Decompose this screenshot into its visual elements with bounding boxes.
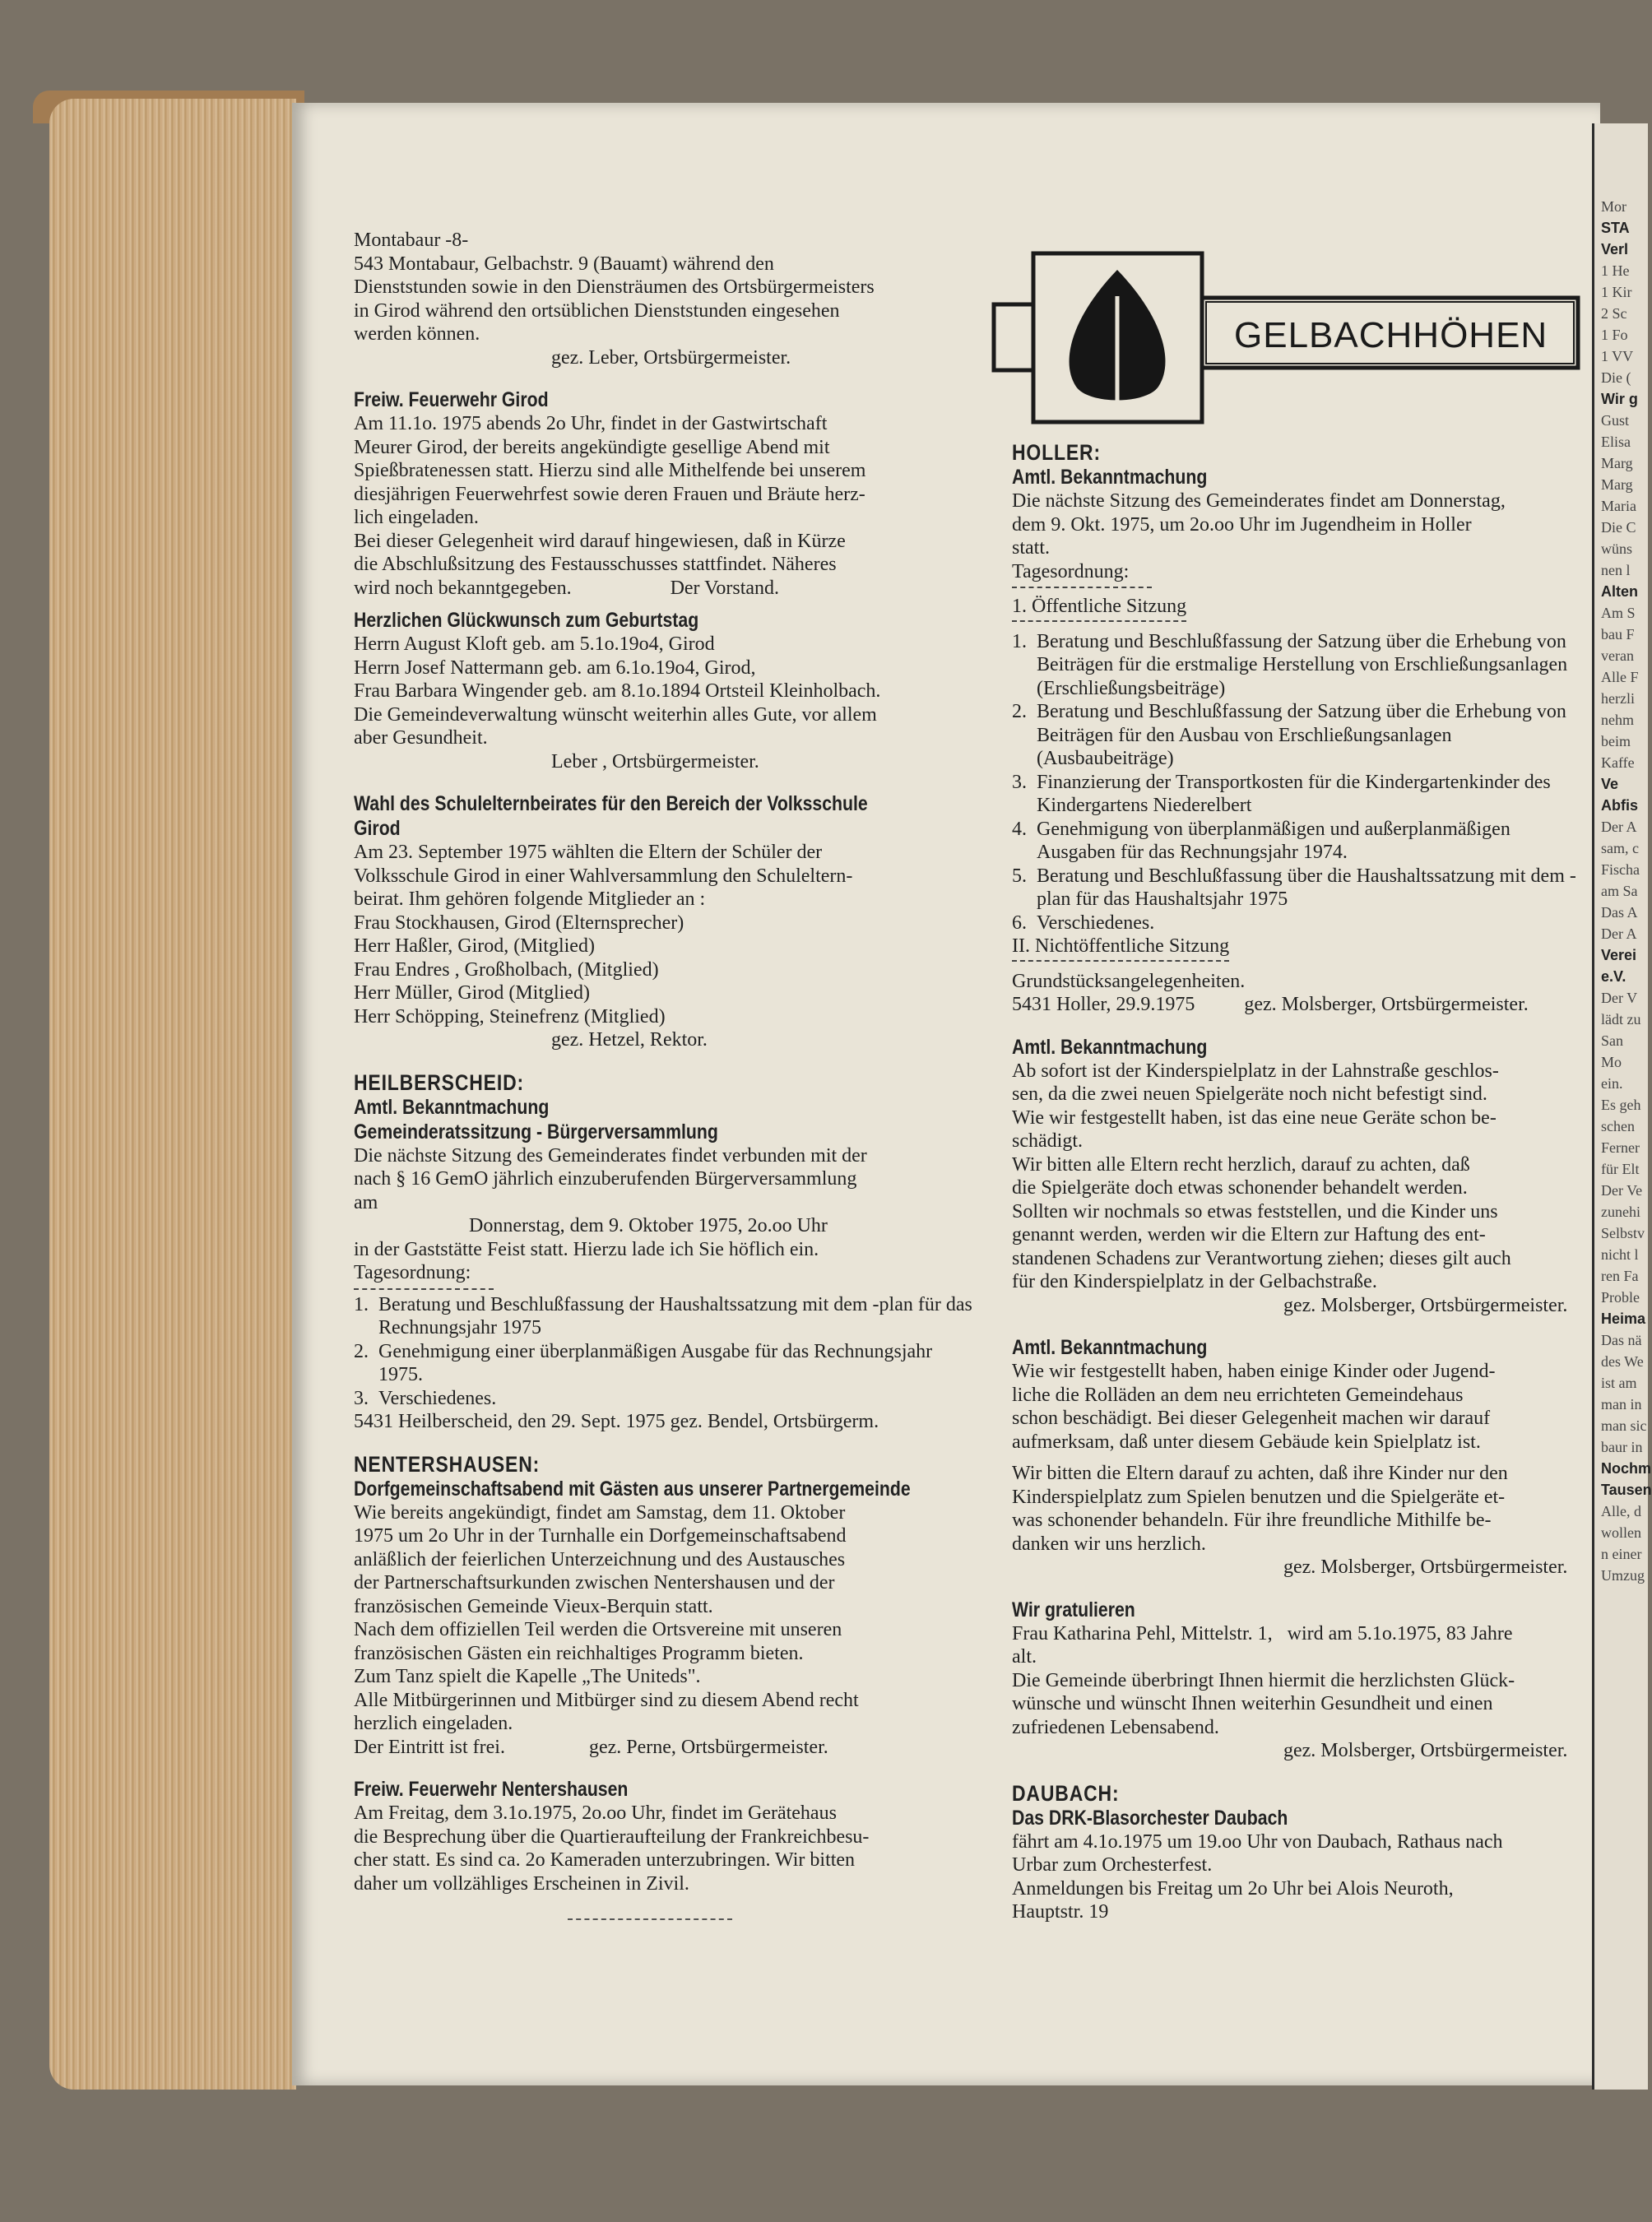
text-line: Frau Katharina Pehl, Mittelstr. 1, wird am 5.1o.1975, 83 Jahre [1012, 1622, 1513, 1644]
text-line: Herrn August Kloft geb. am 5.1o.19o4, Girod [354, 633, 715, 655]
text-line: cher statt. Es sind ca. 2o Kameraden unterzubringen. Wir bitten [354, 1849, 856, 1871]
agenda-text: Verschiedenes. [378, 1387, 497, 1409]
rolllaeden-section [1012, 1335, 1580, 1580]
text-line: Montabaur -8- [354, 230, 469, 251]
next-page-fragment: Maria [1601, 498, 1636, 514]
text-line: Anmeldungen bis Freitag um 2o Uhr bei Alois Neuroth, [1012, 1877, 1454, 1900]
section-heading: Freiw. Feuerwehr Nentershausen [354, 1778, 629, 1801]
next-page-fragment: nen l [1601, 562, 1631, 578]
text-line: Dienststunden sowie in den Diensträumen des Ortsbürgermeisters [354, 276, 875, 298]
signature: Leber , Ortsbürgermeister. [551, 750, 759, 772]
text-line: anläßlich der feierlichen Unterzeichnung und des Austausches [354, 1548, 846, 1570]
date-line: Donnerstag, dem 9. Oktober 1975, 2o.oo Uhr [469, 1215, 828, 1236]
next-page-fragment: man in [1601, 1396, 1642, 1413]
next-page-fragment: 1 VV [1601, 348, 1634, 364]
agenda-number: 5. [1012, 865, 1027, 887]
text-line: Wie bereits angekündigt, findet am Samstag, dem 11. Oktober [354, 1501, 846, 1524]
next-page-fragment: herzli [1601, 690, 1635, 707]
next-page-fragment: ren Fa [1601, 1268, 1639, 1284]
next-page-fragment: Der Ve [1601, 1182, 1643, 1199]
next-page-fragment: nehm [1601, 712, 1634, 728]
text-line: Die nächste Sitzung des Gemeinderates findet am Donnerstag, [1012, 490, 1506, 512]
next-page-fragment: Kaffe [1601, 754, 1635, 771]
next-page-fragment: Ve [1601, 776, 1619, 792]
holler-section [1012, 440, 1580, 1017]
agenda-number: 6. [1012, 912, 1027, 934]
agenda-item [1012, 630, 1580, 701]
next-page-fragment: ein. [1601, 1075, 1623, 1092]
next-page-fragment: ist am [1601, 1375, 1637, 1391]
agenda-item [354, 1340, 979, 1387]
leaf-icon [1070, 270, 1166, 411]
feuerwehr-nentershausen-section [354, 1777, 979, 1895]
text-line: Herr Haßler, Girod, (Mitglied) [354, 935, 595, 957]
text-line: Die Gemeinde überbringt Ihnen hiermit die herzlichsten Glück- [1012, 1669, 1515, 1691]
text-line: Wir bitten die Eltern darauf zu achten, daß ihre Kinder nur den [1012, 1463, 1508, 1484]
text-line: diesjährigen Feuerwehrfest sowie deren Frauen und Bräute herz- [354, 483, 865, 505]
text-line: Spießbratenessen statt. Hierzu sind alle Mithelfende bei unserem [354, 460, 866, 481]
place-heading: DAUBACH: [1012, 1780, 1120, 1806]
text-line: Volksschule Girod in einer Wahlversammlung den Schuleltern- [354, 865, 853, 887]
text-line: wird noch bekanntgegeben. Der Vorstand. [354, 577, 780, 599]
next-page-fragment: am Sa [1601, 883, 1638, 899]
next-page-fragment: Abfis [1601, 797, 1638, 814]
text-line: zufriedenen Lebensabend. [1012, 1716, 1219, 1738]
text-line: nach § 16 GemO jährlich einzuberufenden Bürgerversammlung [354, 1168, 857, 1190]
right-column [1012, 440, 1580, 1924]
text-line: französischen Gemeinde Vieux-Berquin statt. [354, 1595, 713, 1617]
text-line: Am Freitag, dem 3.1o.1975, 2o.oo Uhr, findet im Gerätehaus [354, 1802, 837, 1824]
section-heading: Amtl. Bekanntmachung [354, 1095, 550, 1119]
next-page-fragment: Marg [1601, 476, 1633, 493]
text-line: Herrn Josef Nattermann geb. am 6.1o.19o4, Girod, [354, 656, 756, 679]
agenda-section-label: II. Nichtöffentliche Sitzung [1012, 935, 1229, 962]
next-page-fragment: beim [1601, 733, 1631, 749]
agenda-text: Finanzierung der Transportkosten für die Kindergartenkinder des Kindergartens Niederelbert [1037, 771, 1551, 816]
text-line: Frau Stockhausen, Girod (Elternsprecher) [354, 912, 684, 934]
agenda-text: Beratung und Beschlußfassung der Haushaltssatzung mit dem -plan für das Rechnungsjahr 1975 [378, 1293, 972, 1338]
section-heading: Wahl des Schulelternbeirates für den Bereich der Volksschule [354, 792, 868, 815]
section-heading: Freiw. Feuerwehr Girod [354, 388, 549, 411]
next-page-fragment: 1 He [1601, 262, 1630, 279]
next-page-fragment: zunehi [1601, 1204, 1640, 1220]
agenda-number: 3. [1012, 771, 1027, 793]
next-page-fragment: Heima [1601, 1310, 1646, 1327]
text-line: dem 9. Okt. 1975, um 2o.oo Uhr im Jugendheim in Holler [1012, 513, 1472, 536]
next-page-fragment: Am S [1601, 605, 1636, 621]
text-line: was schonender behandeln. Für ihre freundliche Mithilfe be- [1012, 1510, 1492, 1531]
text-line: Frau Barbara Wingender geb. am 8.1o.1894 Ortsteil Kleinholbach. [354, 680, 881, 702]
text-line: am [354, 1191, 378, 1213]
text-line: in der Gaststätte Feist statt. Hierzu lade ich Sie höflich ein. [354, 1238, 819, 1260]
agenda-section [1012, 595, 1580, 622]
text-line: 1975 um 2o Uhr in der Turnhalle ein Dorfgemeinschaftsabend [354, 1525, 847, 1547]
next-page-fragment: Das A [1601, 904, 1638, 921]
gratulieren-section [1012, 1598, 1580, 1763]
end-divider [568, 1918, 732, 1920]
text-line: für den Kinderspielplatz in der Gelbachstraße. [1012, 1271, 1377, 1292]
text-line: Urbar zum Orchesterfest. [1012, 1854, 1213, 1876]
signature: gez. Molsberger, Ortsbürgermeister. [1283, 1740, 1568, 1761]
next-page-fragment: Die ( [1601, 369, 1631, 386]
text-line: die Besprechung über die Quartieraufteilung der Frankreichbesu- [354, 1825, 870, 1848]
section-heading: Das DRK-Blasorchester Daubach [1012, 1806, 1288, 1830]
text-line: beirat. Ihm gehören folgende Mitglieder an : [354, 888, 706, 910]
next-page-edge [1592, 123, 1652, 2090]
text-line: schädigt. [1012, 1130, 1083, 1152]
signature: gez. Molsberger, Ortsbürgermeister. [1283, 1556, 1568, 1578]
text-line: Sollten wir nochmals so etwas feststellen, und die Kinder uns [1012, 1200, 1498, 1222]
text-line: Kinderspielplatz zum Spielen benutzen und die Spielgeräte et- [1012, 1486, 1506, 1508]
next-page-fragment: 1 Kir [1601, 284, 1632, 300]
text-line: französischen Gästen ein reichhaltiges Programm bieten. [354, 1642, 804, 1664]
next-page-fragment: Alle, d [1601, 1503, 1641, 1519]
daubach-section [1012, 1781, 1580, 1924]
agenda-item [354, 1387, 979, 1411]
text-line: Herr Schöpping, Steinefrenz (Mitglied) [354, 1005, 666, 1028]
next-page-fragment: e.V. [1601, 968, 1626, 985]
section-heading: Wir gratulieren [1012, 1598, 1135, 1621]
text-line: die Spielgeräte doch etwas schonender behandelt werden. [1012, 1177, 1468, 1199]
text-line: liche die Rolläden an dem neu errichteten Gemeindehaus [1012, 1384, 1464, 1406]
next-page-fragment: Das nä [1601, 1332, 1642, 1348]
text-line: Am 11.1o. 1975 abends 2o Uhr, findet in der Gastwirtschaft [354, 413, 828, 434]
text-line: Wie wir festgestellt haben, ist das eine neue Geräte schon be- [1012, 1106, 1497, 1129]
section-heading: Amtl. Bekanntmachung [1012, 1336, 1208, 1359]
agenda-number: 2. [1012, 701, 1027, 722]
agenda-item [1012, 818, 1580, 865]
next-page-fragment: des We [1601, 1353, 1644, 1370]
next-page-fragment: Fischa [1601, 861, 1640, 878]
closing-line: 5431 Holler, 29.9.1975 gez. Molsberger, Ortsbürgermeister. [1012, 994, 1529, 1015]
next-page-fragment: Wir g [1601, 391, 1638, 407]
text-line: Herr Müller, Girod (Mitglied) [354, 982, 590, 1004]
agenda-item [1012, 771, 1580, 818]
agenda-number: 3. [354, 1387, 369, 1409]
agenda-text: Beratung und Beschlußfassung der Satzung über die Erhebung von Beiträgen für den Ausbau von Erschließungsanlagen (Ausbaubeiträge) [1037, 701, 1566, 769]
text-line: Nach dem offiziellen Teil werden die Ortsvereine mit unseren [354, 1619, 842, 1640]
agenda-number: 2. [354, 1340, 369, 1362]
next-page-fragment: Umzug [1601, 1567, 1645, 1584]
next-page-fragments [1594, 123, 1652, 1586]
next-page-fragment: STA [1601, 220, 1630, 236]
agenda-label: Tagesordnung: [354, 1262, 471, 1283]
agenda-text: Genehmigung einer überplanmäßigen Ausgabe für das Rechnungsjahr 1975. [378, 1340, 933, 1385]
text-line: statt. [1012, 537, 1050, 559]
place-heading: NENTERSHAUSEN: [354, 1451, 541, 1477]
text-line: wünsche und wünscht Ihnen weiterhin Gesundheit und einen [1012, 1693, 1493, 1714]
next-page-fragment: Mo [1601, 1054, 1622, 1070]
agenda-label: Tagesordnung: [1012, 560, 1130, 582]
text-line: Frau Endres , Großholbach, (Mitglied) [354, 958, 659, 981]
agenda-text: Beratung und Beschlußfassung der Satzung über die Erhebung von Beiträgen für die erstmalige Herstellung von Erschließungsanlagen (Erschließungsbeiträge) [1037, 630, 1568, 699]
section-heading: Girod [354, 817, 401, 840]
glueckwunsch-section [354, 608, 979, 773]
text-line: Meurer Girod, der bereits angekündigte gesellige Abend mit [354, 436, 830, 458]
agenda-text: Genehmigung von überplanmäßigen und außerplanmäßigen Ausgaben für das Rechnungsjahr 1974. [1037, 818, 1510, 863]
text-line: Hauptstr. 19 [1012, 1901, 1109, 1923]
text-line: fährt am 4.1o.1975 um 19.oo Uhr von Daubach, Rathaus nach [1012, 1830, 1503, 1853]
section-heading: Herzlichen Glückwunsch zum Geburtstag [354, 609, 699, 632]
agenda-item [1012, 865, 1580, 912]
agenda-section-label: 1. Öffentliche Sitzung [1012, 595, 1186, 622]
next-page-fragment: baur in [1601, 1439, 1643, 1455]
agenda-item [1012, 912, 1580, 935]
text-line: Wir bitten alle Eltern recht herzlich, darauf zu achten, daß [1012, 1153, 1470, 1176]
schuleltern-section [354, 791, 979, 1052]
next-page-fragment: Nochm [1601, 1460, 1652, 1477]
logo-title: GELBACHHÖHEN [1234, 315, 1548, 355]
text-line: sen, da die zwei neuen Spielgeräte noch nicht befestigt sind. [1012, 1083, 1487, 1105]
next-page-fragment: Alten [1601, 583, 1638, 600]
spielplatz-section [1012, 1035, 1580, 1318]
agenda-number: 1. [354, 1293, 369, 1315]
agenda-text: Beratung und Beschlußfassung über die Haushaltssatzung mit dem -plan für das Haushaltsjahr 1975 [1037, 865, 1576, 910]
section-heading: Amtl. Bekanntmachung [1012, 466, 1208, 489]
text-line: aufmerksam, daß unter diesem Gebäude kein Spielplatz ist. [1012, 1431, 1481, 1453]
text-line: der Partnerschaftsurkunden zwischen Nentershausen und der [354, 1572, 835, 1593]
heilberscheid-section [354, 1070, 979, 1434]
text-line: lich eingeladen. [354, 507, 479, 528]
next-page-fragment: Die C [1601, 519, 1636, 536]
next-page-fragment: lädt zu [1601, 1011, 1641, 1028]
next-page-fragment: Gust [1601, 412, 1630, 429]
text-line: Die Gemeindeverwaltung wünscht weiterhin alles Gute, vor allem [354, 703, 877, 726]
next-page-fragment: schen [1601, 1118, 1635, 1134]
agenda-item [1012, 700, 1580, 771]
next-page-fragment: sam, c [1601, 840, 1639, 856]
section-heading: Amtl. Bekanntmachung [1012, 1035, 1208, 1059]
intro-block [354, 229, 979, 369]
next-page-fragment: Elisa [1601, 434, 1631, 450]
text-line: standenen Schadens zur Verantwortung ziehen; dieses gilt auch [1012, 1247, 1511, 1269]
text-line: Bei dieser Gelegenheit wird darauf hingewiesen, daß in Kürze [354, 530, 846, 552]
feuerwehr-girod-section [354, 387, 979, 600]
next-page-fragment: nicht l [1601, 1246, 1639, 1263]
next-page-fragment: Ferner [1601, 1139, 1640, 1156]
next-page-fragment: bau F [1601, 626, 1635, 642]
signature: gez. Molsberger, Ortsbürgermeister. [1283, 1294, 1568, 1316]
next-page-fragment: San [1601, 1032, 1623, 1049]
next-page-fragment: Marg [1601, 455, 1633, 471]
book-page-edges [49, 99, 296, 2090]
text-line: Ab sofort ist der Kinderspielplatz in der Lahnstraße geschlos- [1012, 1060, 1499, 1082]
text-line: Zum Tanz spielt die Kapelle „The Uniteds". [354, 1666, 701, 1687]
next-page-fragment: wollen [1601, 1524, 1641, 1541]
next-page-fragment: wüns [1601, 540, 1633, 557]
text-line: schon beschädigt. Bei dieser Gelegenheit machen wir darauf [1012, 1408, 1491, 1429]
next-page-fragment: Verei [1601, 947, 1637, 963]
section-heading: Dorfgemeinschaftsabend mit Gästen aus unserer Partnergemeinde [354, 1477, 911, 1501]
next-page-fragment: Mor [1601, 198, 1626, 215]
next-page-fragment: Der A [1601, 819, 1637, 835]
text-line: herzlich eingeladen. [354, 1713, 513, 1734]
place-heading: HEILBERSCHEID: [354, 1069, 524, 1095]
next-page-fragment: Verl [1601, 241, 1629, 257]
agenda-number: 1. [1012, 630, 1027, 652]
agenda-section [1012, 935, 1580, 962]
text-line: Grundstücksangelegenheiten. [1012, 970, 1246, 992]
next-page-fragment: für Elt [1601, 1161, 1640, 1177]
underline [354, 1285, 494, 1290]
signature: gez. Hetzel, Rektor. [551, 1029, 708, 1051]
text-line: danken wir uns herzlich. [1012, 1533, 1206, 1555]
signature: gez. Leber, Ortsbürgermeister. [551, 346, 791, 369]
logo-left-tab [994, 304, 1033, 370]
agenda-text: Verschiedenes. [1037, 912, 1155, 934]
next-page-fragment: veran [1601, 647, 1634, 664]
text-line: Wie wir festgestellt haben, haben einige Kinder oder Jugend- [1012, 1361, 1496, 1382]
left-column [354, 229, 979, 1920]
text-line: Alle Mitbürgerinnen und Mitbürger sind zu diesem Abend recht [354, 1689, 859, 1711]
next-page-fragment: Selbstv [1601, 1225, 1645, 1241]
text-line: die Abschlußsitzung des Festausschusses stattfindet. Näheres [354, 554, 837, 575]
text-line: Der Eintritt ist frei. gez. Perne, Ortsbürgermeister. [354, 1736, 828, 1758]
next-page-fragment: 2 Sc [1601, 305, 1627, 322]
next-page-fragment: Alle F [1601, 669, 1639, 685]
agenda-number: 4. [1012, 818, 1027, 840]
nentershausen-section [354, 1452, 979, 1760]
text-line: Am 23. September 1975 wählten die Eltern der Schüler der [354, 842, 823, 863]
text-line: aber Gesundheit. [354, 727, 488, 749]
next-page-fragment: Proble [1601, 1289, 1640, 1306]
closing-line: 5431 Heilberscheid, den 29. Sept. 1975 gez. Bendel, Ortsbürgerm. [354, 1411, 879, 1432]
agenda-item [354, 1293, 979, 1340]
next-page-fragment: Der A [1601, 925, 1637, 942]
text-line: 543 Montabaur, Gelbachstr. 9 (Bauamt) während den [354, 253, 774, 275]
place-heading: HOLLER: [1012, 440, 1101, 465]
text-line: in Girod während den ortsüblichen Dienststunden eingesehen [354, 299, 840, 322]
text-line: daher um vollzähliges Erscheinen in Zivil. [354, 1872, 689, 1895]
text-line: werden können. [354, 323, 480, 345]
text-line: genannt werden, werden wir die Eltern zur Haftung des ent- [1012, 1224, 1486, 1246]
underline [1012, 583, 1152, 588]
next-page-fragment: Tausen [1601, 1482, 1652, 1498]
text-line: alt. [1012, 1646, 1037, 1668]
next-page-fragment: 1 Fo [1601, 327, 1628, 343]
next-page-fragment: Es geh [1601, 1097, 1641, 1113]
section-heading: Gemeinderatssitzung - Bürgerversammlung [354, 1120, 718, 1143]
next-page-fragment: Der V [1601, 990, 1638, 1006]
next-page-fragment: man sic [1601, 1417, 1647, 1434]
text-line: Die nächste Sitzung des Gemeinderates findet verbunden mit der [354, 1144, 867, 1167]
next-page-fragment: n einer [1601, 1546, 1642, 1562]
